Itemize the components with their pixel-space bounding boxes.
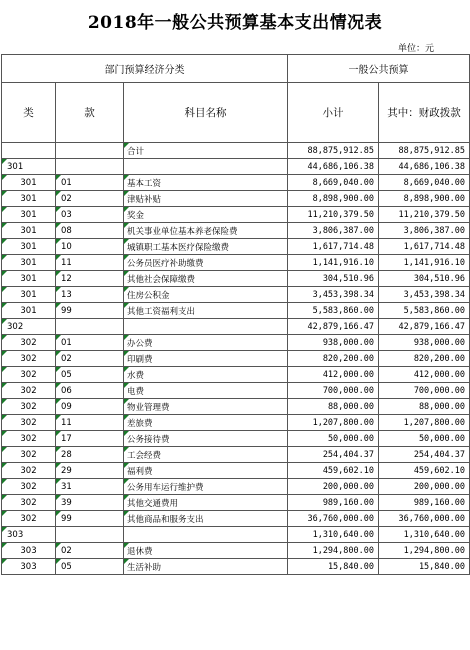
cell-lei: 301: [2, 287, 56, 303]
cell-lei: 302: [2, 463, 56, 479]
cell-subtotal: 938,000.00: [288, 335, 379, 351]
table-row: [2, 399, 470, 415]
cell-fiscal-allocation: 1,141,916.10: [379, 255, 470, 271]
table-row: [2, 559, 470, 575]
cell-kuan: 02: [56, 351, 124, 367]
page-title: 2018年一般公共预算基本支出情况表: [87, 13, 383, 33]
header-fiscal-allocation: 其中：财政拨款: [379, 83, 470, 143]
table-row: [2, 479, 470, 495]
cell-fiscal-allocation: 200,000.00: [379, 479, 470, 495]
cell-item-name: [124, 319, 288, 335]
cell-item-name: 公务员医疗补助缴费: [124, 255, 288, 271]
cell-lei: 302: [2, 351, 56, 367]
cell-kuan: 99: [56, 303, 124, 319]
cell-lei: 301: [2, 303, 56, 319]
cell-kuan: 11: [56, 255, 124, 271]
cell-subtotal: 8,669,040.00: [288, 175, 379, 191]
cell-subtotal: 1,294,800.00: [288, 543, 379, 559]
table-row: [2, 511, 470, 527]
table-row: [2, 335, 470, 351]
table-row: [2, 351, 470, 367]
cell-fiscal-allocation: 820,200.00: [379, 351, 470, 367]
cell-kuan: 31: [56, 479, 124, 495]
cell-kuan: [56, 159, 124, 175]
cell-lei: 302: [2, 511, 56, 527]
cell-fiscal-allocation: 5,583,860.00: [379, 303, 470, 319]
table-row: [2, 287, 470, 303]
cell-kuan: 12: [56, 271, 124, 287]
cell-lei: 303: [2, 559, 56, 575]
cell-subtotal: 412,000.00: [288, 367, 379, 383]
cell-subtotal: 254,404.37: [288, 447, 379, 463]
cell-fiscal-allocation: 44,686,106.38: [379, 159, 470, 175]
cell-lei: 302: [2, 383, 56, 399]
cell-item-name: 办公费: [124, 335, 288, 351]
cell-subtotal: 15,840.00: [288, 559, 379, 575]
cell-item-name: 其他商品和服务支出: [124, 511, 288, 527]
cell-subtotal: 42,879,166.47: [288, 319, 379, 335]
cell-fiscal-allocation: 938,000.00: [379, 335, 470, 351]
cell-lei: 302: [2, 431, 56, 447]
header-row-columns: [2, 83, 470, 143]
cell-lei: 302: [2, 399, 56, 415]
cell-item-name: 其他交通费用: [124, 495, 288, 511]
cell-subtotal: 3,806,387.00: [288, 223, 379, 239]
table-row: [2, 271, 470, 287]
cell-fiscal-allocation: 8,669,040.00: [379, 175, 470, 191]
table-row: [2, 319, 470, 335]
cell-subtotal: 989,160.00: [288, 495, 379, 511]
cell-kuan: 01: [56, 175, 124, 191]
cell-item-name: [124, 159, 288, 175]
cell-lei: 301: [2, 159, 56, 175]
cell-lei: 301: [2, 271, 56, 287]
cell-lei: 301: [2, 255, 56, 271]
header-general-budget: 一般公共预算: [288, 55, 470, 83]
cell-item-name: 公务接待费: [124, 431, 288, 447]
table-body: [2, 143, 470, 575]
cell-kuan: [56, 143, 124, 159]
table-row: [2, 527, 470, 543]
cell-lei: 303: [2, 527, 56, 543]
header-item-name: 科目名称: [124, 83, 288, 143]
cell-kuan: 28: [56, 447, 124, 463]
cell-subtotal: 44,686,106.38: [288, 159, 379, 175]
cell-lei: 302: [2, 447, 56, 463]
cell-lei: 303: [2, 543, 56, 559]
cell-kuan: [56, 527, 124, 543]
cell-subtotal: 50,000.00: [288, 431, 379, 447]
header-kuan: 款: [56, 83, 124, 143]
cell-subtotal: 1,617,714.48: [288, 239, 379, 255]
cell-subtotal: 88,875,912.85: [288, 143, 379, 159]
cell-item-name: 水费: [124, 367, 288, 383]
table-row: [2, 223, 470, 239]
table-row: [2, 303, 470, 319]
cell-item-name: 基本工资: [124, 175, 288, 191]
cell-subtotal: 11,210,379.50: [288, 207, 379, 223]
cell-subtotal: 1,310,640.00: [288, 527, 379, 543]
cell-item-name: 退休费: [124, 543, 288, 559]
header-row-group: [2, 55, 470, 83]
cell-kuan: 17: [56, 431, 124, 447]
cell-fiscal-allocation: 3,453,398.34: [379, 287, 470, 303]
cell-kuan: 10: [56, 239, 124, 255]
table-row: [2, 543, 470, 559]
cell-lei: 302: [2, 415, 56, 431]
header-lei: 类: [2, 83, 56, 143]
cell-item-name: 生活补助: [124, 559, 288, 575]
cell-subtotal: 820,200.00: [288, 351, 379, 367]
unit-label: 单位：元: [397, 44, 434, 54]
table-row: [2, 255, 470, 271]
cell-fiscal-allocation: 15,840.00: [379, 559, 470, 575]
cell-lei: 301: [2, 223, 56, 239]
table-row: [2, 175, 470, 191]
cell-lei: 301: [2, 207, 56, 223]
cell-kuan: 11: [56, 415, 124, 431]
cell-item-name: 其他社会保障缴费: [124, 271, 288, 287]
cell-subtotal: 304,510.96: [288, 271, 379, 287]
cell-subtotal: 459,602.10: [288, 463, 379, 479]
cell-kuan: 05: [56, 367, 124, 383]
cell-fiscal-allocation: 1,294,800.00: [379, 543, 470, 559]
cell-lei: 301: [2, 175, 56, 191]
cell-fiscal-allocation: 1,617,714.48: [379, 239, 470, 255]
cell-item-name: 印刷费: [124, 351, 288, 367]
cell-lei: 302: [2, 495, 56, 511]
cell-fiscal-allocation: 989,160.00: [379, 495, 470, 511]
table-row: [2, 207, 470, 223]
cell-kuan: 02: [56, 543, 124, 559]
cell-item-name: 差旅费: [124, 415, 288, 431]
table-row: [2, 159, 470, 175]
cell-lei: 302: [2, 319, 56, 335]
cell-kuan: 06: [56, 383, 124, 399]
cell-item-name: 住房公积金: [124, 287, 288, 303]
table-row: [2, 383, 470, 399]
cell-fiscal-allocation: 1,310,640.00: [379, 527, 470, 543]
table-row: [2, 463, 470, 479]
cell-lei: 302: [2, 479, 56, 495]
cell-fiscal-allocation: 88,875,912.85: [379, 143, 470, 159]
cell-item-name: 福利费: [124, 463, 288, 479]
cell-lei: 302: [2, 367, 56, 383]
table-row: [2, 447, 470, 463]
cell-item-name: 电费: [124, 383, 288, 399]
cell-fiscal-allocation: 412,000.00: [379, 367, 470, 383]
cell-kuan: 01: [56, 335, 124, 351]
header-economic-classification: 部门预算经济分类: [2, 55, 288, 83]
cell-subtotal: 88,000.00: [288, 399, 379, 415]
cell-subtotal: 3,453,398.34: [288, 287, 379, 303]
cell-fiscal-allocation: 88,000.00: [379, 399, 470, 415]
cell-kuan: 99: [56, 511, 124, 527]
cell-subtotal: 1,141,916.10: [288, 255, 379, 271]
cell-item-name: 合计: [124, 143, 288, 159]
budget-table: [1, 54, 470, 575]
cell-fiscal-allocation: 42,879,166.47: [379, 319, 470, 335]
cell-fiscal-allocation: 1,207,800.00: [379, 415, 470, 431]
cell-kuan: 02: [56, 191, 124, 207]
cell-fiscal-allocation: 8,898,900.00: [379, 191, 470, 207]
cell-kuan: 05: [56, 559, 124, 575]
cell-item-name: 其他工资福利支出: [124, 303, 288, 319]
cell-fiscal-allocation: 700,000.00: [379, 383, 470, 399]
cell-lei: 301: [2, 239, 56, 255]
cell-fiscal-allocation: 304,510.96: [379, 271, 470, 287]
cell-kuan: 13: [56, 287, 124, 303]
cell-kuan: 39: [56, 495, 124, 511]
cell-lei: 302: [2, 335, 56, 351]
cell-kuan: 29: [56, 463, 124, 479]
cell-item-name: 奖金: [124, 207, 288, 223]
cell-fiscal-allocation: 50,000.00: [379, 431, 470, 447]
cell-fiscal-allocation: 11,210,379.50: [379, 207, 470, 223]
cell-item-name: 机关事业单位基本养老保险费: [124, 223, 288, 239]
cell-kuan: 08: [56, 223, 124, 239]
cell-subtotal: 36,760,000.00: [288, 511, 379, 527]
cell-subtotal: 8,898,900.00: [288, 191, 379, 207]
table-row: [2, 239, 470, 255]
cell-lei: 301: [2, 191, 56, 207]
header-subtotal: 小计: [288, 83, 379, 143]
cell-item-name: 城镇职工基本医疗保险缴费: [124, 239, 288, 255]
cell-kuan: [56, 319, 124, 335]
cell-subtotal: 700,000.00: [288, 383, 379, 399]
cell-fiscal-allocation: 459,602.10: [379, 463, 470, 479]
table-row: [2, 431, 470, 447]
table-row: [2, 143, 470, 159]
cell-item-name: 公务用车运行维护费: [124, 479, 288, 495]
cell-subtotal: 1,207,800.00: [288, 415, 379, 431]
cell-subtotal: 5,583,860.00: [288, 303, 379, 319]
cell-lei: [2, 143, 56, 159]
table-row: [2, 415, 470, 431]
cell-fiscal-allocation: 254,404.37: [379, 447, 470, 463]
cell-item-name: 物业管理费: [124, 399, 288, 415]
cell-subtotal: 200,000.00: [288, 479, 379, 495]
table-row: [2, 191, 470, 207]
cell-kuan: 03: [56, 207, 124, 223]
cell-kuan: 09: [56, 399, 124, 415]
cell-fiscal-allocation: 3,806,387.00: [379, 223, 470, 239]
table-row: [2, 495, 470, 511]
cell-fiscal-allocation: 36,760,000.00: [379, 511, 470, 527]
cell-item-name: 津贴补贴: [124, 191, 288, 207]
cell-item-name: [124, 527, 288, 543]
cell-item-name: 工会经费: [124, 447, 288, 463]
table-row: [2, 367, 470, 383]
